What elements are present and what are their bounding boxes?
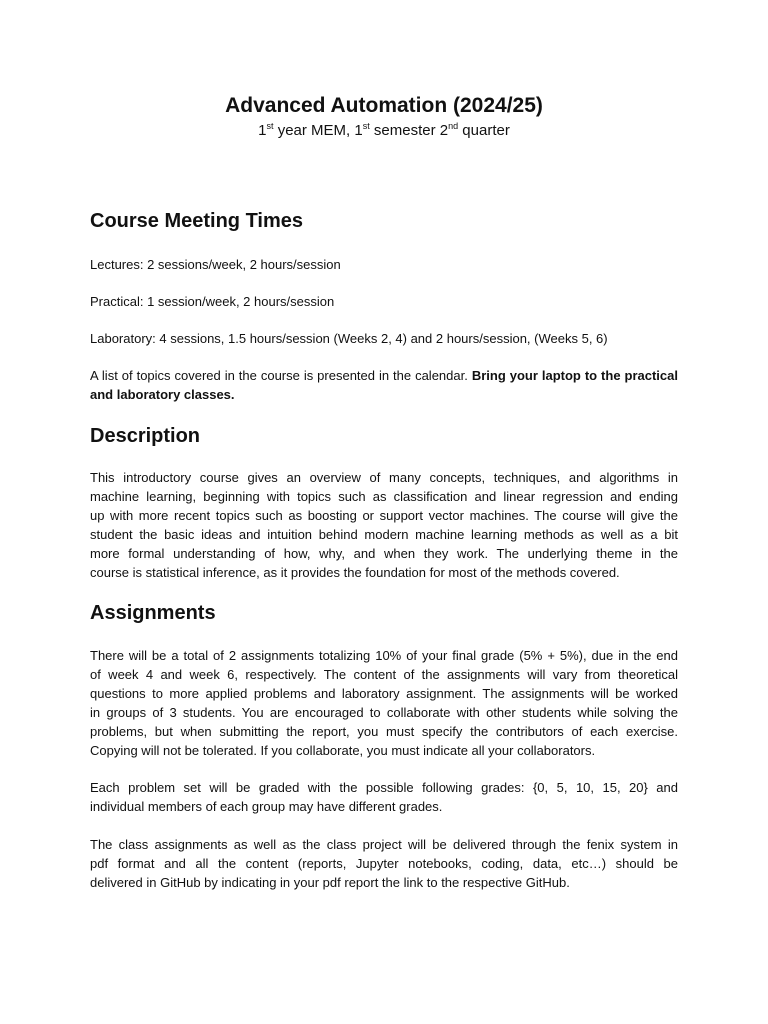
description-line: student the basic ideas and intuition behind modern machine learning methods as well as a bit [90,527,678,542]
assignments-paragraph-3 [90,835,678,892]
assignments-line: pdf format and all the content (reports, Jupyter notebooks, coding, data, etc…) should be [90,856,678,871]
assignments-line: delivered in GitHub by indicating in your pdf report the link to the respective GitHub. [90,875,570,890]
subtitle-text: semester 2 [369,122,449,139]
subtitle-text: quarter [458,122,510,139]
description-line: up with more recent topics such as boosting or support vector machines. The course will give the [90,508,678,523]
document-page [90,0,678,1024]
laboratory-block [90,329,678,348]
subtitle-superscript: nd [448,121,459,131]
practical-text: Practical: 1 session/week, 2 hours/session [90,294,335,309]
assignments-line: individual members of each group may have different grades. [90,799,443,814]
assignments-line: problems, but when submitting the report, you must specify the contributors of each exercise. [90,724,678,739]
subtitle-superscript: st [266,121,274,131]
assignments-line: Copying will not be tolerated. If you collaborate, you must indicate all your collaborators. [90,743,596,758]
assignments-line: of week 4 and week 6, respectively. The content of the assignments will vary from theoretical [90,667,678,682]
description-heading-block [90,423,678,449]
topics-text: A list of topics covered in the course is presented in the calendar. [90,368,472,383]
laboratory-text: Laboratory: 4 sessions, 1.5 hours/session (Weeks 2, 4) and 2 hours/session, (Weeks 5, 6) [90,331,608,346]
lectures-text: Lectures: 2 sessions/week, 2 hours/session [90,257,341,272]
assignments-line: questions to more applied problems and laboratory assignment. The assignments will be worked [90,686,678,701]
meeting-times-heading-block [90,208,678,234]
assignments-line: There will be a total of 2 assignments totalizing 10% of your final grade (5% + 5%), due in the end [90,648,678,663]
description-paragraph [90,468,678,582]
document-title: Advanced Automation (2024/25) [225,94,543,117]
lectures-block [90,255,678,274]
description-line: machine learning, beginning with topics such as classification and linear regression and ending [90,489,678,504]
assignments-body-1 [90,646,678,760]
assignments-line: in groups of 3 students. You are encouraged to collaborate with other students while solving the [90,705,678,720]
assignments-paragraph-2 [90,778,678,816]
assignments-heading-block [90,600,678,626]
subtitle-text: 1 [258,122,267,139]
meeting-times-heading: Course Meeting Times [90,210,304,232]
assignments-heading: Assignments [90,602,216,624]
description-heading: Description [90,425,201,447]
assignments-line: The class assignments as well as the class project will be delivered through the fenix system in [90,837,678,852]
assignments-paragraph-1 [90,646,678,760]
subtitle-text: year MEM, 1 [273,122,363,139]
topics-bold-text: Bring your laptop to the practical and laboratory classes. [90,368,678,402]
practical-block [90,292,678,311]
assignments-body-3 [90,835,678,892]
description-line: course is statistical inference, as it provides the foundation for most of the methods covered. [90,565,620,580]
assignments-body-2 [90,778,678,816]
description-line: more formal understanding of how, why, and when they work. The underlying theme in the [90,546,678,561]
description-body [90,468,678,582]
subtitle-superscript: st [362,121,370,131]
topics-block [90,366,678,404]
assignments-line: Each problem set will be graded with the possible following grades: {0, 5, 10, 15, 20} and [90,780,678,795]
topics-paragraph [90,366,678,404]
title-block [90,92,678,142]
document-subtitle [90,120,678,142]
description-line: This introductory course gives an overview of many concepts, techniques, and algorithms in [90,470,678,485]
